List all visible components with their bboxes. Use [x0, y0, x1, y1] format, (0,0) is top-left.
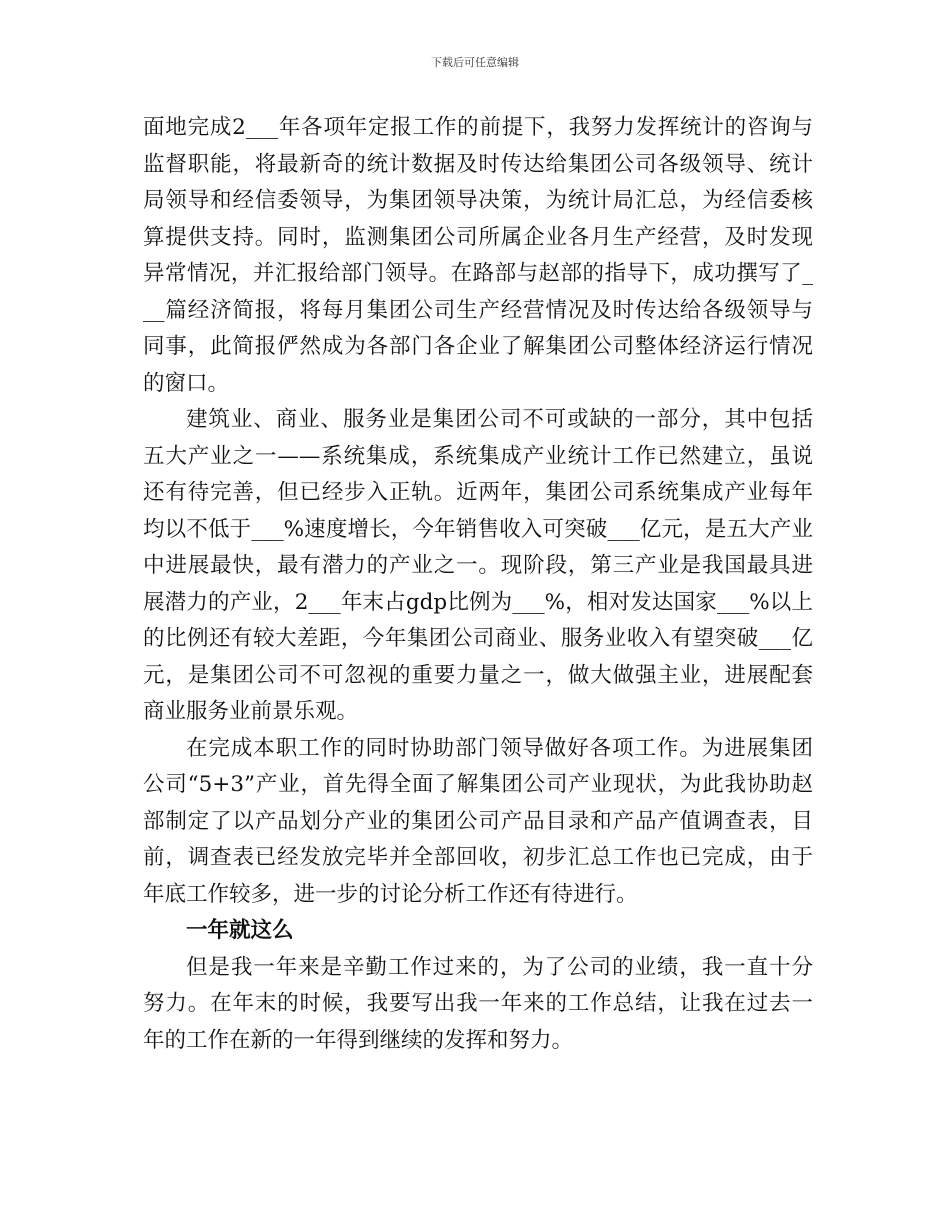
text-line: 商业服务业前景乐观。	[143, 699, 359, 724]
text-line: 公司“5+3”产业，首先得全面了解集团公司产业现状，为此我协助赵	[143, 772, 813, 797]
paragraph-statistics-work	[143, 110, 813, 402]
text-line: 异常情况，并汇报给部门领导。在路部与赵部的指导下，成功撰写了_	[143, 261, 813, 286]
text-line: 的窗口。	[143, 370, 230, 396]
section-heading: 一年就这么	[186, 918, 294, 943]
text-line: 在完成本职工作的同时协助部门领导做好各项工作。为进展集团	[186, 735, 813, 761]
text-line: 同事，此简报俨然成为各部门各企业了解集团公司整体经济运行情况	[143, 334, 813, 359]
text-line: 面地完成2___年各项年定报工作的前提下，我努力发挥统计的咨询与	[143, 115, 813, 140]
text-line: 前，调查表已经发放完毕并全部回收，初步汇总工作也已完成，由于	[143, 845, 813, 870]
text-line: 展潜力的产业，2___年末占gdp比例为___%，相对发达国家___%以上	[143, 589, 813, 615]
page-header-note: 下载后可任意编辑	[431, 56, 519, 69]
text-line: __篇经济简报，将每月集团公司生产经营情况及时传达给各级领导与	[143, 297, 813, 323]
text-line: 建筑业、商业、服务业是集团公司不可或缺的一部分，其中包括	[186, 407, 813, 432]
text-line: 部制定了以产品划分产业的集团公司产品目录和产品产值调查表，目	[143, 808, 813, 834]
document-body	[143, 110, 813, 1059]
text-line: 监督职能，将最新奇的统计数据及时传达给集团公司各级领导、统计	[143, 151, 813, 177]
text-line: 局领导和经信委领导，为集团领导决策，为统计局汇总，为经信委核	[143, 188, 813, 213]
paragraph-assisting-leadership	[143, 731, 813, 914]
text-line: 的比例还有较大差距，今年集团公司商业、服务业收入有望突破___亿	[143, 626, 813, 651]
paragraph-industry-overview	[143, 402, 813, 731]
text-line: 元，是集团公司不可忽视的重要力量之一，做大做强主业，进展配套	[143, 662, 813, 688]
text-line: 但是我一年来是辛勤工作过来的，为了公司的业绩，我一直十分	[186, 954, 813, 980]
text-line: 均以不低于___%速度增长，今年销售收入可突破___亿元，是五大产业	[143, 516, 813, 542]
text-line: 算提供支持。同时，监测集团公司所属企业各月生产经营，及时发现	[143, 224, 813, 250]
text-line: 努力。在年末的时候，我要写出我一年来的工作总结，让我在过去一	[143, 991, 813, 1016]
text-line: 中进展最快，最有潜力的产业之一。现阶段，第三产业是我国最具进	[143, 553, 813, 578]
text-line: 年底工作较多，进一步的讨论分析工作还有待进行。	[143, 881, 638, 907]
text-line: 五大产业之一——系统集成，系统集成产业统计工作已然建立，虽说	[143, 443, 813, 469]
paragraph-closing	[143, 950, 813, 1060]
text-line: 还有待完善，但已经步入正轨。近两年，集团公司系统集成产业每年	[143, 480, 813, 505]
text-line: 年的工作在新的一年得到继续的发挥和努力。	[143, 1027, 574, 1053]
